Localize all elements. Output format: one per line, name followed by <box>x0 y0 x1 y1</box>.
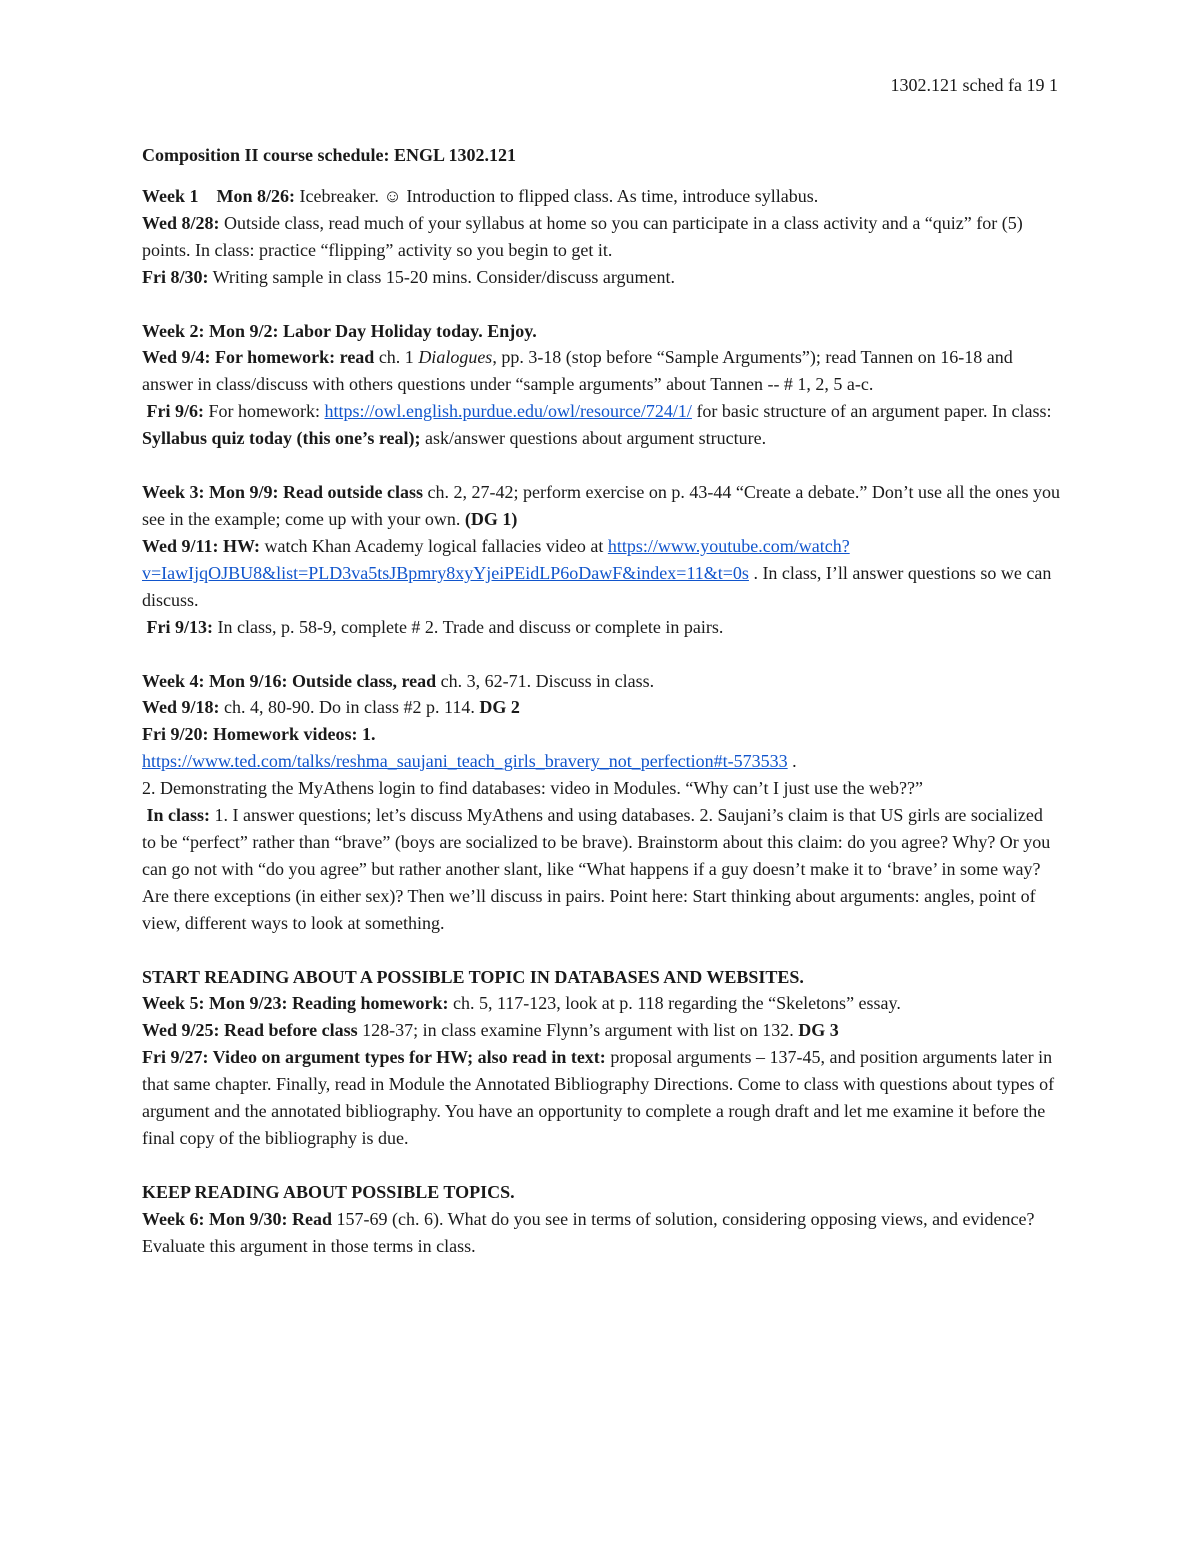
week2-fri: Fri 9/6: For homework: https://owl.english.purdue.edu/owl/resource/724/1/ for basic structure of an argument paper. In class: Syllabus quiz today (this one’s real); ask/answer questions about argument structure. <box>142 401 1052 449</box>
schedule-body <box>142 142 1060 1260</box>
week4-mon: Week 4: Mon 9/16: Outside class, read ch. 3, 62-71. Discuss in class. <box>142 670 655 691</box>
week3-mon: Week 3: Mon 9/9: Read outside class ch. 2, 27-42; perform exercise on p. 43-44 “Create a debate.” Don’t use all the ones you see in the example; come up with your own. (DG 1) <box>142 482 1060 529</box>
week6-heading: KEEP READING ABOUT POSSIBLE TOPICS. <box>142 1181 515 1202</box>
week1-mon-label: Mon 8/26: <box>216 185 295 206</box>
week6-mon: Week 6: Mon 9/30: Read 157-69 (ch. 6). What do you see in terms of solution, considering opposing views, and evidence? Evaluate this argument in those terms in class. <box>142 1208 1035 1256</box>
ted-talk-link[interactable]: https://www.ted.com/talks/reshma_saujani_teach_girls_bravery_not_perfection#t-573533 <box>142 751 788 772</box>
week3-fri: Fri 9/13: In class, p. 58-9, complete # 2. Trade and discuss or complete in pairs. <box>146 616 724 637</box>
week3-wed: Wed 9/11: HW: watch Khan Academy logical fallacies video at https://www.youtube.com/watch?v=IawIjqOJBU8&list=PLD3va5tsJBpmry8xyYjeiPEidLP6oDawF&index=11&t=0s . In class, I’ll answer questions so we can discuss. <box>142 535 1052 610</box>
week1-label: Week 1 <box>142 185 199 206</box>
week4-inclass: In class: 1. I answer questions; let’s discuss MyAthens and using databases. 2. Saujani’s claim is that US girls are socialized to be “perfect” rather than “brave” (boys are socialized to be brave). Brainstorm about this claim: do you agree? Why? Or you can go not with “do you agree” but rather another slant, like “What happens if a guy doesn’t make it to ‘brave’ in some way? Are there exceptions (in either sex)? Then we’ll discuss in pairs. Point here: Start thinking about arguments: angles, point of view, different ways to look at something. <box>142 805 1051 933</box>
week5-wed: Wed 9/25: Read before class 128-37; in class examine Flynn’s argument with list on 132. DG 3 <box>142 1020 839 1041</box>
week1-fri: Fri 8/30: Writing sample in class 15-20 mins. Consider/discuss argument. <box>142 266 676 287</box>
week4-ted-line: https://www.ted.com/talks/reshma_saujani_teach_girls_bravery_not_perfection#t-573533 . <box>142 751 797 772</box>
document-title: Composition II course schedule: ENGL 1302.121 <box>142 145 517 165</box>
youtube-link[interactable]: https://www.youtube.com/watch?v=IawIjqOJBU8&list=PLD3va5tsJBpmry8xyYjeiPEidLP6oDawF&index=11&t=0s <box>142 535 850 583</box>
week1-wed: Wed 8/28: Outside class, read much of your syllabus at home so you can participate in a class activity and a “quiz” for (5) points. In class: practice “flipping” activity so you begin to get it. <box>142 212 1023 260</box>
week4-item2: 2. Demonstrating the MyAthens login to find databases: video in Modules. “Why can’t I just use the web??” <box>142 778 923 799</box>
week5-heading: START READING ABOUT A POSSIBLE TOPIC IN DATABASES AND WEBSITES. <box>142 966 804 987</box>
owl-purdue-link[interactable]: https://owl.english.purdue.edu/owl/resource/724/1/ <box>324 401 692 422</box>
running-head: 1302.121 sched fa 19 1 <box>890 75 1058 95</box>
week4-wed: Wed 9/18: ch. 4, 80-90. Do in class #2 p. 114. DG 2 <box>142 697 520 718</box>
week5-fri: Fri 9/27: Video on argument types for HW; also read in text: proposal arguments – 137-45, and position arguments later in that same chapter. Finally, read in Module the Annotated Bibliography Directions. Come to class with questions about types of argument and the annotated bibliography. You have an opportunity to complete a rough draft and let me examine it before the final copy of the bibliography is due. <box>142 1047 1055 1148</box>
week2-wed: Wed 9/4: For homework: read ch. 1 Dialogues, pp. 3-18 (stop before “Sample Arguments”); read Tannen on 16-18 and answer in class/discuss with others questions under “sample arguments” about Tannen -- # 1, 2, 5 a-c. <box>142 347 1013 395</box>
week2-mon: Week 2: Mon 9/2: Labor Day Holiday today. Enjoy. <box>142 320 537 341</box>
week4-fri: Fri 9/20: Homework videos: 1. <box>142 724 376 745</box>
week5-mon: Week 5: Mon 9/23: Reading homework: ch. 5, 117-123, look at p. 118 regarding the “Skeletons” essay. <box>142 993 901 1014</box>
week1-mon: Week 1 Mon 8/26: Icebreaker. ☺ Introduction to flipped class. As time, introduce syllabus. <box>142 185 819 206</box>
